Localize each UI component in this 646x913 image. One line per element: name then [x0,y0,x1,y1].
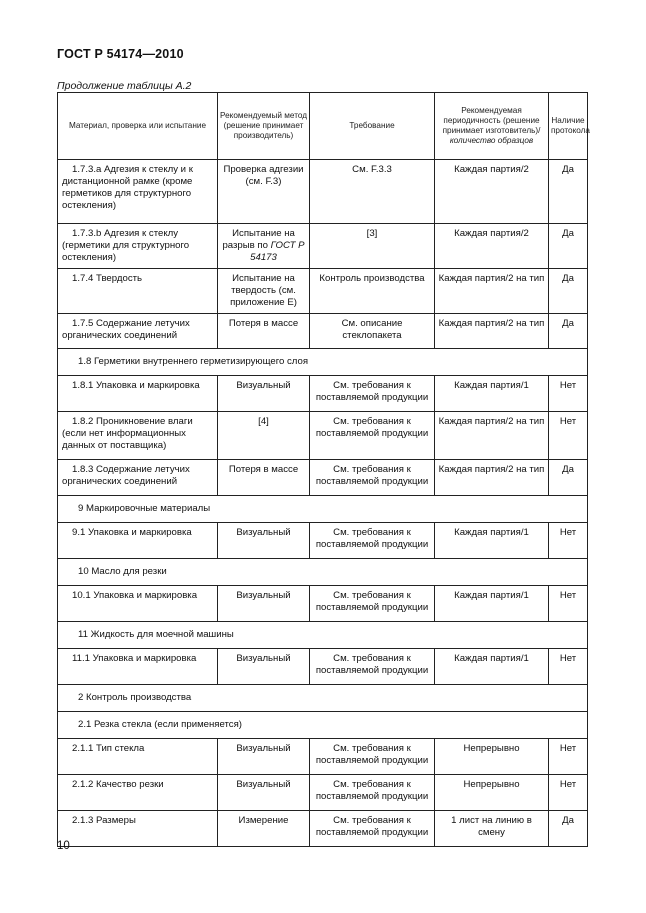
cell-requirement: [3] [310,224,435,269]
table-row [58,160,588,224]
col-header-frequency-main: Рекомендуемая периодичность (решение принимает изготовитель)/ [442,106,541,135]
cell-method: Визуальный [218,775,310,811]
table-row [58,224,588,269]
section-title: 9 Маркировочные материалы [58,496,588,523]
cell-material: 1.8.1 Упаковка и маркировка [58,376,218,412]
col-header-protocol: Наличие протокола [549,93,588,160]
cell-protocol: Нет [549,376,588,412]
table-row [58,739,588,775]
cell-protocol: Нет [549,775,588,811]
cell-protocol: Да [549,314,588,349]
table-row [58,412,588,460]
cell-requirement: См. требования к поставляемой продукции [310,523,435,559]
cell-method [218,224,310,269]
table-header-row [58,93,588,160]
cell-frequency: Каждая партия/2 на тип [435,412,549,460]
cell-method: Измерение [218,811,310,847]
cell-protocol: Нет [549,412,588,460]
section-title: 1.8 Герметики внутреннего герметизирующего слоя [58,349,588,376]
cell-frequency: Каждая партия/1 [435,523,549,559]
table-row [58,586,588,622]
cell-protocol: Да [549,460,588,496]
cell-requirement: См. требования к поставляемой продукции [310,739,435,775]
cell-requirement: См. требования к поставляемой продукции [310,460,435,496]
cell-protocol: Да [549,269,588,314]
cell-requirement: См. требования к поставляемой продукции [310,586,435,622]
table-row [58,376,588,412]
cell-method-text: Испытание на разрыв по [222,228,295,251]
page-number: 10 [57,840,70,852]
section-row [58,559,588,586]
cell-frequency: Каждая партия/1 [435,649,549,685]
cell-frequency: Непрерывно [435,775,549,811]
cell-material: 11.1 Упаковка и маркировка [58,649,218,685]
cell-method: Визуальный [218,586,310,622]
cell-frequency: Каждая партия/2 на тип [435,460,549,496]
table-row [58,314,588,349]
section-row [58,712,588,739]
cell-protocol: Нет [549,649,588,685]
cell-requirement: Контроль производства [310,269,435,314]
cell-method-standard: ГОСТ Р 54173 [250,240,305,263]
section-row [58,685,588,712]
cell-method: Потеря в массе [218,460,310,496]
section-title: 2 Контроль производства [58,685,588,712]
cell-protocol: Да [549,160,588,224]
table-row [58,649,588,685]
cell-requirement: См. F.3.3 [310,160,435,224]
section-title: 10 Масло для резки [58,559,588,586]
cell-material: 2.1.1 Тип стекла [58,739,218,775]
section-row [58,349,588,376]
section-row [58,496,588,523]
col-header-frequency-italic: количество образцов [449,136,534,145]
table-continuation-caption: Продолжение таблицы А.2 [57,80,192,92]
cell-method: Проверка адгезии (см. F.3) [218,160,310,224]
cell-material: 2.1.2 Качество резки [58,775,218,811]
cell-method: Потеря в массе [218,314,310,349]
cell-requirement: См. требования к поставляемой продукции [310,412,435,460]
cell-material: 10.1 Упаковка и маркировка [58,586,218,622]
cell-protocol: Нет [549,586,588,622]
cell-method: Визуальный [218,523,310,559]
cell-frequency: Непрерывно [435,739,549,775]
control-table [57,92,588,847]
table-row [58,269,588,314]
cell-requirement: См. требования к поставляемой продукции [310,649,435,685]
cell-method: Визуальный [218,376,310,412]
col-header-frequency [435,93,549,160]
cell-material: 1.7.4 Твердость [58,269,218,314]
cell-method: Испытание на твердость (см. приложение Е) [218,269,310,314]
col-header-method: Рекомендуемый метод (решение принимает производитель) [218,93,310,160]
section-title: 11 Жидкость для моечной машины [58,622,588,649]
cell-frequency: Каждая партия/2 [435,224,549,269]
cell-frequency: Каждая партия/2 [435,160,549,224]
cell-protocol: Нет [549,523,588,559]
cell-frequency: Каждая партия/1 [435,376,549,412]
cell-frequency: Каждая партия/2 на тип [435,314,549,349]
cell-method: Визуальный [218,739,310,775]
cell-requirement: См. требования к поставляемой продукции [310,811,435,847]
cell-requirement: См. требования к поставляемой продукции [310,775,435,811]
cell-method: [4] [218,412,310,460]
cell-material: 1.7.3.a Адгезия к стеклу и к дистанционной рамке (кроме герметиков для структурного остекления) [58,160,218,224]
cell-material: 2.1.3 Размеры [58,811,218,847]
section-title: 2.1 Резка стекла (если применяется) [58,712,588,739]
cell-frequency: 1 лист на линию в смену [435,811,549,847]
section-row [58,622,588,649]
table-row [58,523,588,559]
col-header-requirement: Требование [310,93,435,160]
cell-material: 1.7.3.b Адгезия к стеклу (герметики для структурного остекления) [58,224,218,269]
table-row [58,775,588,811]
table-row [58,460,588,496]
table-row [58,811,588,847]
cell-material: 1.8.2 Проникновение влаги (если нет информационных данных от поставщика) [58,412,218,460]
cell-material: 1.7.5 Содержание летучих органических соединений [58,314,218,349]
cell-material: 9.1 Упаковка и маркировка [58,523,218,559]
cell-protocol: Нет [549,739,588,775]
cell-requirement: См. описание стеклопакета [310,314,435,349]
cell-requirement: См. требования к поставляемой продукции [310,376,435,412]
cell-protocol: Да [549,224,588,269]
cell-frequency: Каждая партия/1 [435,586,549,622]
cell-frequency: Каждая партия/2 на тип [435,269,549,314]
cell-material: 1.8.3 Содержание летучих органических соединений [58,460,218,496]
col-header-material: Материал, проверка или испытание [58,93,218,160]
document-title: ГОСТ Р 54174—2010 [57,47,184,61]
cell-method: Визуальный [218,649,310,685]
cell-protocol: Да [549,811,588,847]
